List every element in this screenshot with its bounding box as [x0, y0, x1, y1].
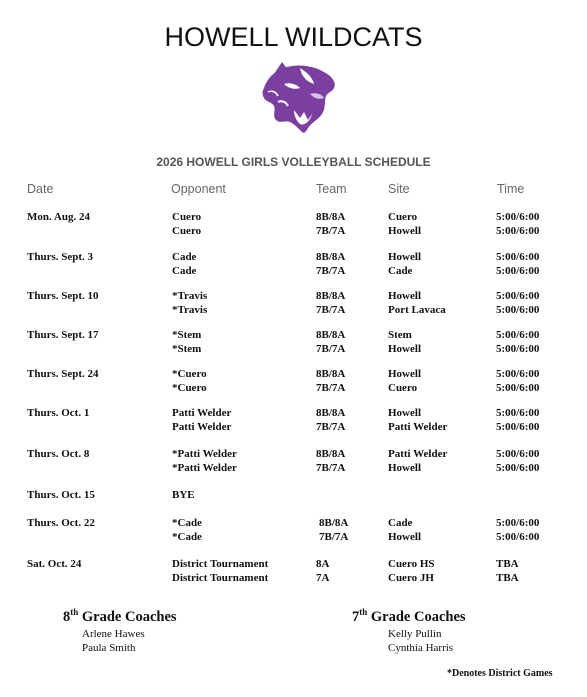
game-time: TBA: [496, 558, 519, 570]
game-site: Cuero: [388, 211, 418, 223]
game-team: 7B/7A: [319, 531, 349, 543]
game-opponent: *Patti Welder: [172, 448, 237, 460]
game-date: Thurs. Sept. 17: [27, 329, 99, 341]
game-date: Mon. Aug. 24: [27, 211, 90, 223]
game-time: 5:00/6:00: [496, 329, 540, 341]
game-site: Cuero: [388, 382, 418, 394]
grade-suffix: th: [359, 607, 368, 617]
game-opponent: Patti Welder: [172, 407, 232, 419]
game-date: Thurs. Oct. 8: [27, 448, 90, 460]
game-site: Howell: [388, 531, 421, 543]
grade-number: 8: [63, 608, 71, 625]
game-time: 5:00/6:00: [496, 421, 540, 433]
game-site: Howell: [388, 368, 421, 380]
game-team: 8B/8A: [316, 329, 346, 341]
eighth-grade-coaches-heading: [63, 607, 177, 626]
game-team: 8B/8A: [316, 211, 346, 223]
column-header-opponent: Opponent: [171, 182, 226, 196]
game-date: Thurs. Sept. 10: [27, 290, 99, 302]
game-time: 5:00/6:00: [496, 251, 540, 263]
game-opponent: BYE: [172, 489, 195, 501]
game-opponent: District Tournament: [172, 572, 269, 584]
game-site: Patti Welder: [388, 421, 448, 433]
game-date: Thurs. Oct. 22: [27, 517, 95, 529]
game-team: 7B/7A: [316, 304, 346, 316]
game-date: Thurs. Sept. 24: [27, 368, 99, 380]
game-team: 7A: [316, 572, 330, 584]
game-time: 5:00/6:00: [496, 368, 540, 380]
game-team: 7B/7A: [316, 462, 346, 474]
district-footnote: *Denotes District Games: [447, 668, 553, 679]
coach-name: Kelly Pullin: [388, 628, 442, 640]
grade-number: 7: [352, 608, 360, 625]
game-team: 8B/8A: [316, 251, 346, 263]
game-site: Howell: [388, 251, 421, 263]
coaches-label: Grade Coaches: [78, 608, 177, 625]
game-time: 5:00/6:00: [496, 462, 540, 474]
game-site: Patti Welder: [388, 448, 448, 460]
game-team: 7B/7A: [316, 265, 346, 277]
game-team: 8B/8A: [319, 517, 349, 529]
page-title: HOWELL WILDCATS: [164, 22, 423, 52]
game-opponent: *Cuero: [172, 382, 207, 394]
game-site: Cade: [388, 265, 413, 277]
game-opponent: *Travis: [172, 304, 208, 316]
game-time: 5:00/6:00: [496, 407, 540, 419]
game-date: Sat. Oct. 24: [27, 558, 82, 570]
coaches-label: Grade Coaches: [367, 608, 466, 625]
game-team: 8B/8A: [316, 407, 346, 419]
game-team: 8A: [316, 558, 330, 570]
game-time: TBA: [496, 572, 519, 584]
game-date: Thurs. Sept. 3: [27, 251, 94, 263]
game-time: 5:00/6:00: [496, 225, 540, 237]
game-opponent: *Cuero: [172, 368, 207, 380]
column-header-time: Time: [497, 182, 525, 196]
game-opponent: Cade: [172, 265, 197, 277]
coach-name: Cynthia Harris: [388, 642, 454, 654]
game-time: 5:00/6:00: [496, 448, 540, 460]
game-opponent: *Stem: [172, 329, 202, 341]
game-site: Howell: [388, 343, 421, 355]
column-header-date: Date: [27, 182, 54, 196]
game-time: 5:00/6:00: [496, 211, 540, 223]
game-time: 5:00/6:00: [496, 517, 540, 529]
game-team: 8B/8A: [316, 368, 346, 380]
game-time: 5:00/6:00: [496, 304, 540, 316]
game-site: Cade: [388, 517, 413, 529]
game-opponent: District Tournament: [172, 558, 269, 570]
game-opponent: *Stem: [172, 343, 202, 355]
game-site: Cuero HS: [388, 558, 435, 570]
game-site: Cuero JH: [388, 572, 434, 584]
game-time: 5:00/6:00: [496, 343, 540, 355]
game-time: 5:00/6:00: [496, 290, 540, 302]
game-date: Thurs. Oct. 15: [27, 489, 95, 501]
game-opponent: *Patti Welder: [172, 462, 237, 474]
game-opponent: Cuero: [172, 225, 202, 237]
game-site: Howell: [388, 407, 421, 419]
game-team: 7B/7A: [316, 225, 346, 237]
game-opponent: Cuero: [172, 211, 202, 223]
game-team: 8B/8A: [316, 448, 346, 460]
column-header-site: Site: [388, 182, 410, 196]
game-date: Thurs. Oct. 1: [27, 407, 90, 419]
coach-name: Paula Smith: [82, 642, 136, 654]
game-time: 5:00/6:00: [496, 531, 540, 543]
schedule-subtitle: 2026 HOWELL GIRLS VOLLEYBALL SCHEDULE: [156, 155, 431, 169]
game-opponent: *Cade: [172, 531, 202, 543]
seventh-grade-coaches-heading: [352, 607, 466, 626]
game-team: 7B/7A: [316, 382, 346, 394]
game-team: 7B/7A: [316, 343, 346, 355]
game-team: 8B/8A: [316, 290, 346, 302]
column-header-team: Team: [316, 182, 347, 196]
game-site: Stem: [388, 329, 412, 341]
game-site: Howell: [388, 225, 421, 237]
game-site: Port Lavaca: [388, 304, 446, 316]
game-opponent: Patti Welder: [172, 421, 232, 433]
game-opponent: *Travis: [172, 290, 208, 302]
game-team: 7B/7A: [316, 421, 346, 433]
game-site: Howell: [388, 290, 421, 302]
game-site: Howell: [388, 462, 421, 474]
game-opponent: Cade: [172, 251, 197, 263]
coach-name: Arlene Hawes: [82, 628, 145, 640]
game-opponent: *Cade: [172, 517, 202, 529]
game-time: 5:00/6:00: [496, 382, 540, 394]
grade-suffix: th: [70, 607, 79, 617]
game-time: 5:00/6:00: [496, 265, 540, 277]
